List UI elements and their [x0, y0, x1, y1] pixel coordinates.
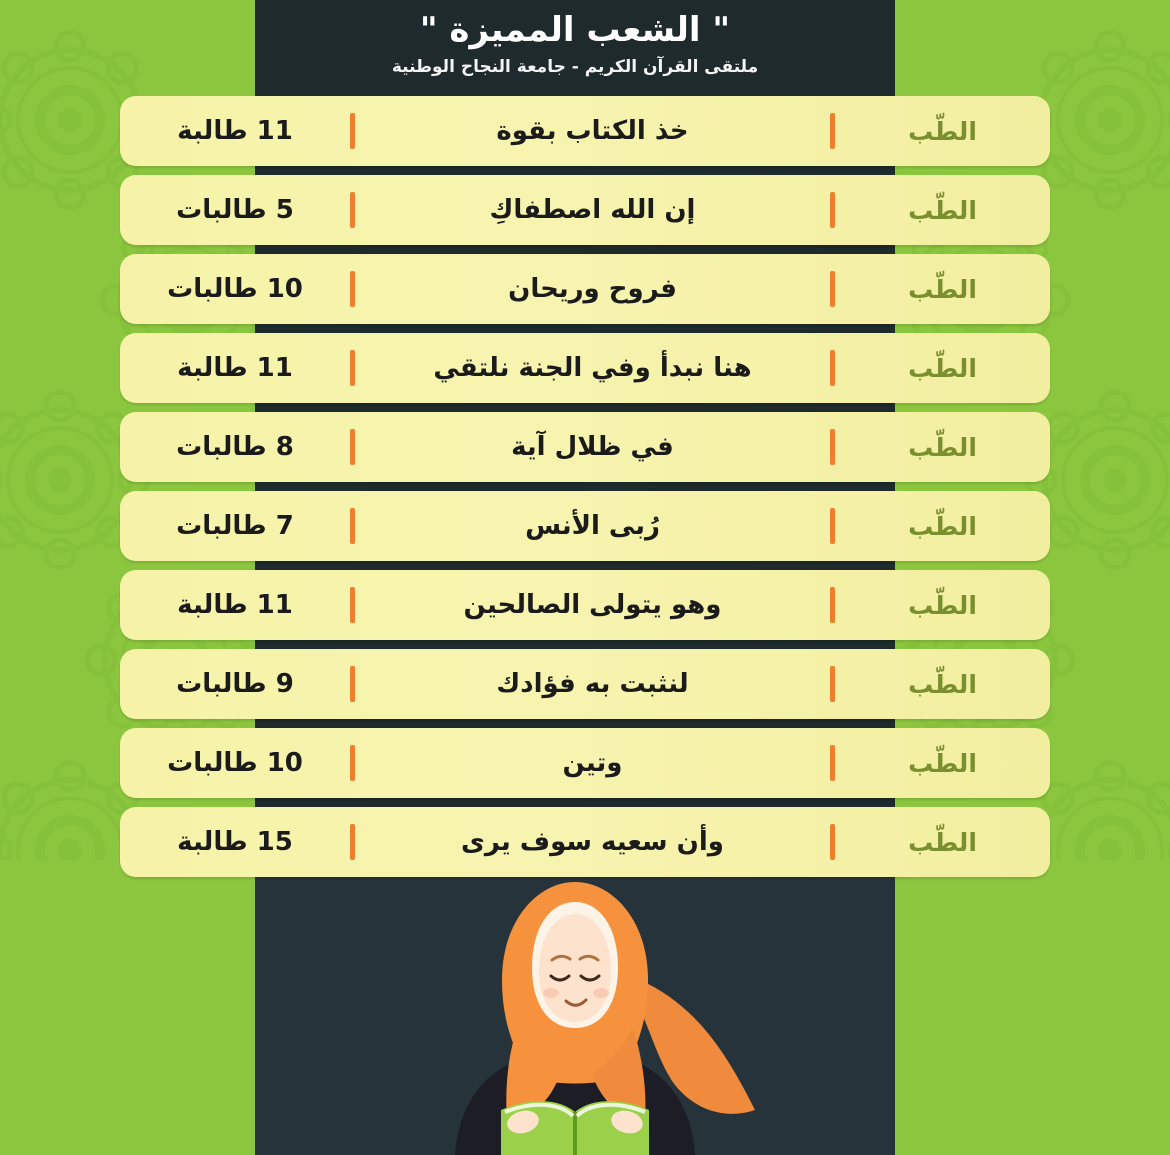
- separator-bar: [350, 113, 355, 149]
- table-row: [120, 491, 1050, 561]
- row-title: هنا نبدأ وفي الجنة نلتقي: [433, 353, 752, 383]
- row-title: فروح وريحان: [508, 274, 677, 304]
- row-title: في ظلال آية: [511, 432, 674, 462]
- row-count: 11 طالبة: [177, 116, 293, 146]
- table-row: [120, 254, 1050, 324]
- page-subtitle: ملتقى القرآن الكريم - جامعة النجاح الوطنية: [391, 56, 759, 77]
- row-faculty: الطّب: [908, 748, 977, 778]
- separator-bar: [830, 745, 835, 781]
- separator-bar: [830, 508, 835, 544]
- separator-bar: [830, 192, 835, 228]
- bottom-right-green-area: [895, 860, 1170, 1155]
- row-count: 10 طالبات: [167, 748, 303, 778]
- row-count: 9 طالبات: [176, 669, 294, 699]
- separator-bar: [830, 587, 835, 623]
- row-count: 5 طالبات: [176, 195, 294, 225]
- bottom-left-green-area: [0, 860, 255, 1155]
- table-row: [120, 96, 1050, 166]
- table-row: [120, 649, 1050, 719]
- row-faculty: الطّب: [908, 669, 977, 699]
- row-count: 8 طالبات: [176, 432, 294, 462]
- separator-bar: [350, 587, 355, 623]
- row-count: 15 طالبة: [177, 827, 293, 857]
- row-faculty: الطّب: [908, 432, 977, 462]
- row-title: إن الله اصطفاكِ: [489, 195, 696, 225]
- row-title: وأن سعيه سوف يرى: [461, 827, 724, 857]
- separator-bar: [830, 666, 835, 702]
- row-count: 11 طالبة: [177, 590, 293, 620]
- girl-reading-quran-illustration: [255, 860, 895, 1155]
- table-row: [120, 333, 1050, 403]
- table-row: [120, 175, 1050, 245]
- row-count: 11 طالبة: [177, 353, 293, 383]
- separator-bar: [350, 192, 355, 228]
- row-faculty: الطّب: [908, 511, 977, 541]
- separator-bar: [830, 429, 835, 465]
- table-row: [120, 807, 1050, 877]
- row-faculty: الطّب: [908, 195, 977, 225]
- separator-bar: [830, 271, 835, 307]
- row-title: رُبى الأنس: [525, 511, 660, 541]
- separator-bar: [350, 745, 355, 781]
- row-faculty: الطّب: [908, 116, 977, 146]
- table-row: [120, 728, 1050, 798]
- separator-bar: [830, 824, 835, 860]
- row-count: 7 طالبات: [176, 511, 294, 541]
- groups-table: [0, 96, 1170, 886]
- separator-bar: [830, 113, 835, 149]
- separator-bar: [350, 429, 355, 465]
- table-row: [120, 570, 1050, 640]
- separator-bar: [350, 824, 355, 860]
- separator-bar: [350, 271, 355, 307]
- row-title: وهو يتولى الصالحين: [463, 590, 722, 620]
- poster-header: [255, 0, 895, 100]
- row-title: خذ الكتاب بقوة: [496, 116, 689, 146]
- separator-bar: [350, 508, 355, 544]
- page-title: " الشعب المميزة ": [419, 10, 731, 50]
- row-title: وتين: [562, 748, 623, 778]
- row-faculty: الطّب: [908, 274, 977, 304]
- row-title: لنثبت به فؤادك: [496, 669, 689, 699]
- table-row: [120, 412, 1050, 482]
- row-faculty: الطّب: [908, 590, 977, 620]
- row-faculty: الطّب: [908, 353, 977, 383]
- illustration-area: [255, 860, 895, 1155]
- row-count: 10 طالبات: [167, 274, 303, 304]
- row-faculty: الطّب: [908, 827, 977, 857]
- separator-bar: [350, 350, 355, 386]
- separator-bar: [830, 350, 835, 386]
- separator-bar: [350, 666, 355, 702]
